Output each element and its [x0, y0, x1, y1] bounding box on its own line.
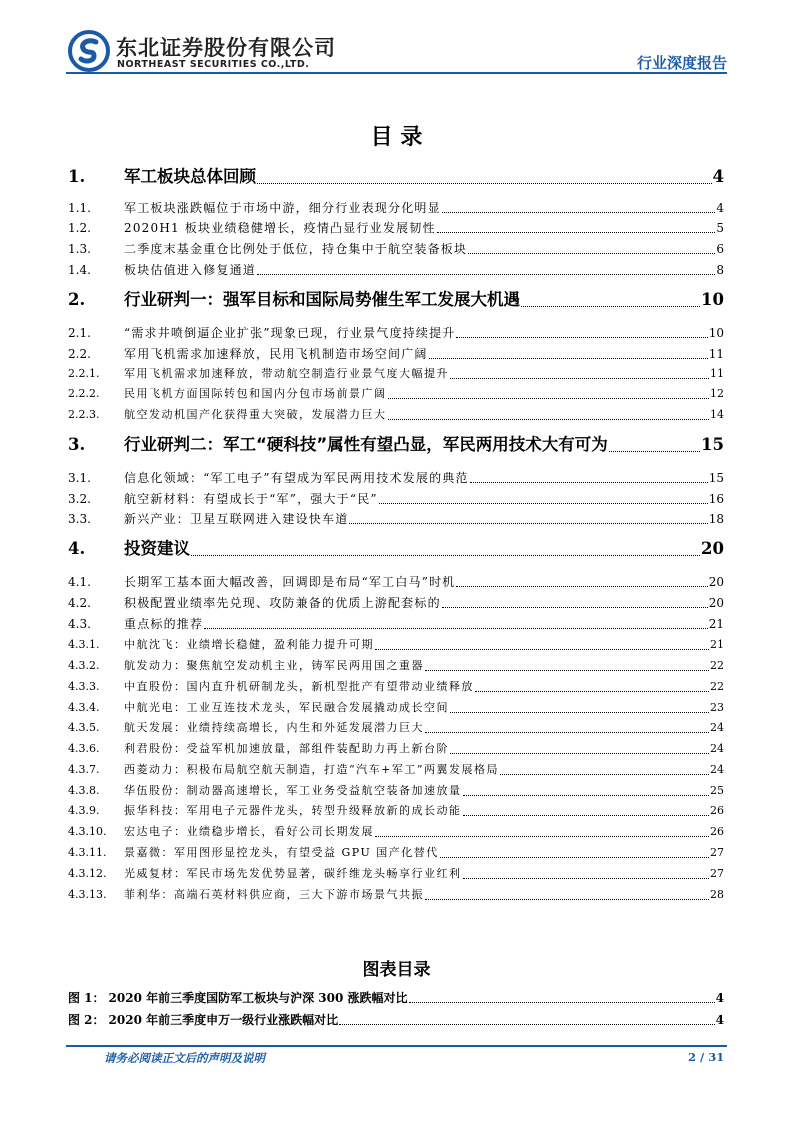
- dot-leader: [500, 773, 709, 775]
- entry-title: 积极配置业绩率先兑现、攻防兼备的优质上游配套标的: [124, 596, 441, 610]
- entry-title: 振华科技：军用电子元器件龙头，转型升级释放新的成长动能: [124, 804, 462, 817]
- entry-title: 民用飞机方面国际转包和国内分包市场前景广阔: [124, 387, 387, 400]
- entry-number: 3.3.: [68, 512, 91, 526]
- entry-number: 4.3.9.: [68, 804, 100, 817]
- entry-number: 1.2.: [68, 221, 91, 235]
- dot-leader: [442, 606, 708, 608]
- entry-title: 板块估值进入修复通道: [124, 263, 257, 277]
- entry-page: 6: [716, 242, 724, 256]
- dot-leader: [463, 814, 710, 816]
- entry-title: 信息化领域：“军工电子”有望成为军民两用技术发展的典范: [124, 471, 469, 485]
- report-type-label: 行业深度报告: [636, 54, 727, 72]
- entry-page: 26: [710, 804, 724, 817]
- entry-title: 航天发展：业绩持续高增长，内生和外延发展潜力巨大: [124, 721, 424, 734]
- toc-entry[interactable]: [68, 489, 724, 509]
- entry-page: 11: [708, 347, 724, 361]
- dot-leader: [456, 585, 707, 587]
- entry-number: 4.3.3.: [68, 680, 100, 693]
- dot-leader: [375, 835, 709, 837]
- entry-title: 军用飞机需求加速释放，带动航空制造行业景气度大幅提升: [124, 367, 449, 380]
- entry-number: 4.3.6.: [68, 742, 100, 755]
- entry-number: 4.2.: [68, 596, 91, 610]
- entry-title: 2020H1 板块业绩稳健增长，疫情凸显行业发展韧性: [124, 221, 436, 235]
- entry-title: 重点标的推荐: [124, 617, 204, 631]
- entry-number: 3.1.: [68, 471, 91, 485]
- entry-page: 4: [716, 201, 724, 215]
- dot-leader: [388, 418, 710, 420]
- entry-page: 20: [708, 575, 724, 589]
- entry-number: 1.: [68, 167, 86, 186]
- toc-entry[interactable]: [68, 433, 724, 457]
- entry-title: 中航光电：工业互连技术龙头，军民融合发展撬动成长空间: [124, 701, 449, 714]
- entry-page: 8: [716, 263, 724, 277]
- entry-title: 航空新材料：有望成长于“军”，强大于“民”: [124, 492, 378, 506]
- entry-title: 行业研判二：军工“硬科技”属性有望凸显，军民两用技术大有可为: [124, 435, 608, 454]
- entry-number: 4.3.12.: [68, 867, 107, 880]
- toc-entry[interactable]: [68, 885, 724, 905]
- toc-entry[interactable]: [68, 468, 724, 488]
- dot-leader: [470, 481, 708, 483]
- entry-page: 4: [715, 991, 724, 1005]
- entry-page: 24: [710, 721, 724, 734]
- dot-leader: [379, 502, 708, 504]
- toc-entry[interactable]: [68, 537, 724, 561]
- entry-number: 4.3.11.: [68, 846, 107, 859]
- toc-entry[interactable]: [68, 260, 724, 280]
- dot-leader: [257, 273, 715, 275]
- entry-number: 图 2：: [68, 1013, 105, 1027]
- dot-leader: [429, 357, 708, 359]
- toc-entry[interactable]: [68, 218, 724, 238]
- dot-leader: [440, 856, 709, 858]
- entry-number: 2.2.2.: [68, 387, 100, 400]
- page-number: 2 / 31: [688, 1050, 725, 1064]
- entry-number: 4.3.8.: [68, 784, 100, 797]
- entry-page: 26: [710, 825, 724, 838]
- footer-divider: [66, 1045, 727, 1047]
- entry-title: 利君股份：受益军机加速放量，部组件装配助力再上新台阶: [124, 742, 449, 755]
- toc-entry[interactable]: [68, 760, 724, 780]
- dot-leader: [450, 711, 709, 713]
- entry-page: 4: [715, 1013, 724, 1027]
- dot-leader: [425, 669, 709, 671]
- company-logo-icon: [68, 30, 110, 72]
- entry-page: 5: [716, 221, 724, 235]
- header-divider: [66, 72, 727, 74]
- entry-number: 4.3.: [68, 617, 91, 631]
- entry-number: 2.: [68, 290, 86, 309]
- entry-title: 中直股份：国内直升机研制龙头，新机型批产有望带动业绩释放: [124, 680, 474, 693]
- entry-page: 27: [710, 846, 724, 859]
- toc-entry[interactable]: [68, 698, 724, 718]
- entry-page: 28: [710, 888, 724, 901]
- entry-number: 1.4.: [68, 263, 91, 277]
- figures-toc-title: 图表目录: [362, 960, 431, 980]
- toc-entry[interactable]: [68, 198, 724, 218]
- dot-leader: [521, 305, 700, 307]
- toc-entry[interactable]: [68, 405, 724, 425]
- dot-leader: [425, 731, 709, 733]
- entry-title: “需求井喷倒逼企业扩张”现象已现，行业景气度持续提升: [124, 326, 456, 340]
- entry-number: 图 1：: [68, 991, 105, 1005]
- entry-number: 4.3.7.: [68, 763, 100, 776]
- entry-title: 菲利华：高端石英材料供应商，三大下游市场景气共振: [124, 888, 424, 901]
- dot-leader: [475, 690, 709, 692]
- toc-entry[interactable]: [68, 509, 724, 529]
- entry-number: 4.3.1.: [68, 638, 100, 651]
- entry-page: 20: [701, 539, 724, 558]
- entry-page: 21: [710, 638, 724, 651]
- dot-leader: [339, 1023, 715, 1025]
- entry-page: 25: [710, 784, 724, 797]
- entry-page: 24: [710, 763, 724, 776]
- dot-leader: [456, 336, 707, 338]
- dot-leader: [409, 1001, 715, 1003]
- entry-page: 22: [710, 659, 724, 672]
- toc-entry[interactable]: [68, 364, 724, 384]
- entry-number: 1.1.: [68, 201, 91, 215]
- toc-entry[interactable]: [68, 323, 724, 343]
- entry-title: 航发动力：聚焦航空发动机主业，铸军民两用国之重器: [124, 659, 424, 672]
- entry-title: 2020 年前三季度国防军工板块与沪深 300 涨跌幅对比: [108, 991, 408, 1005]
- entry-number: 3.2.: [68, 492, 91, 506]
- entry-page: 20: [708, 596, 724, 610]
- toc-entry[interactable]: [68, 344, 724, 364]
- company-name-cn: 东北证券股份有限公司: [116, 36, 336, 60]
- entry-page: 4: [712, 167, 724, 186]
- entry-page: 22: [710, 680, 724, 693]
- toc-entry[interactable]: [68, 822, 724, 842]
- entry-page: 24: [710, 742, 724, 755]
- dot-leader: [349, 522, 707, 524]
- dot-leader: [442, 211, 716, 213]
- entry-number: 2.2.: [68, 347, 91, 361]
- entry-title: 西菱动力：积极布局航空航天制造，打造“汽车+军工”两翼发展格局: [124, 763, 499, 776]
- entry-page: 16: [708, 492, 724, 506]
- dot-leader: [437, 231, 716, 233]
- entry-page: 23: [710, 701, 724, 714]
- entry-title: 长期军工基本面大幅改善，回调即是布局“军工白马”时机: [124, 575, 456, 589]
- entry-title: 军工板块总体回顾: [124, 167, 256, 186]
- entry-title: 2020 年前三季度申万一级行业涨跌幅对比: [108, 1013, 339, 1027]
- entry-title: 行业研判一：强军目标和国际局势催生军工发展大机遇: [124, 290, 520, 309]
- dot-leader: [257, 182, 712, 184]
- entry-page: 15: [701, 435, 724, 454]
- company-name-en: NORTHEAST SECURITIES CO.,LTD.: [117, 59, 310, 70]
- dot-leader: [468, 252, 715, 254]
- entry-title: 投资建议: [124, 539, 190, 558]
- entry-title: 军用飞机需求加速释放，民用飞机制造市场空间广阔: [124, 347, 428, 361]
- entry-page: 15: [708, 471, 724, 485]
- footer-disclaimer: 请务必阅读正文后的声明及说明: [104, 1051, 265, 1065]
- toc-title: 目 录: [370, 125, 423, 150]
- toc-entry[interactable]: [68, 843, 724, 863]
- entry-title: 景嘉微：军用图形显控龙头，有望受益 GPU 国产化替代: [124, 846, 439, 859]
- toc-entry[interactable]: [68, 801, 724, 821]
- entry-number: 1.3.: [68, 242, 91, 256]
- toc-entry[interactable]: [68, 864, 724, 884]
- entry-page: 27: [710, 867, 724, 880]
- entry-number: 4.3.4.: [68, 701, 100, 714]
- toc-entry[interactable]: [68, 288, 724, 312]
- entry-page: 14: [710, 408, 724, 421]
- dot-leader: [388, 397, 710, 399]
- toc-entry[interactable]: [68, 165, 724, 189]
- entry-number: 4.1.: [68, 575, 91, 589]
- toc-entry[interactable]: [68, 384, 724, 404]
- entry-number: 2.2.1.: [68, 367, 100, 380]
- dot-leader: [425, 898, 709, 900]
- toc-entry[interactable]: [68, 656, 724, 676]
- toc-entry[interactable]: [68, 739, 724, 759]
- entry-page: 12: [710, 387, 724, 400]
- dot-leader: [463, 877, 710, 879]
- entry-page: 21: [708, 617, 724, 631]
- toc-entry[interactable]: [68, 614, 724, 634]
- dot-leader: [204, 627, 708, 629]
- entry-title: 光威复材：军民市场先发优势显著，碳纤维龙头畅享行业红利: [124, 867, 462, 880]
- entry-number: 4.3.10.: [68, 825, 107, 838]
- toc-entry[interactable]: [68, 781, 724, 801]
- toc-entry[interactable]: [68, 239, 724, 259]
- entry-page: 10: [701, 290, 724, 309]
- entry-title: 航空发动机国产化获得重大突破，发展潜力巨大: [124, 408, 387, 421]
- entry-title: 中航沈飞：业绩增长稳健，盈利能力提升可期: [124, 638, 374, 651]
- entry-number: 4.3.2.: [68, 659, 100, 672]
- toc-entry[interactable]: [68, 635, 724, 655]
- dot-leader: [191, 554, 700, 556]
- dot-leader: [375, 648, 709, 650]
- entry-number: 4.: [68, 539, 86, 558]
- figure-entry[interactable]: [68, 988, 724, 1008]
- dot-leader: [609, 450, 700, 452]
- entry-title: 新兴产业：卫星互联网进入建设快车道: [124, 512, 349, 526]
- toc-entry[interactable]: [68, 718, 724, 738]
- toc-entry[interactable]: [68, 572, 724, 592]
- entry-number: 3.: [68, 435, 86, 454]
- entry-page: 18: [708, 512, 724, 526]
- entry-title: 华伍股份：制动器高速增长，军工业务受益航空装备加速放量: [124, 784, 462, 797]
- dot-leader: [450, 377, 709, 379]
- entry-number: 4.3.13.: [68, 888, 107, 901]
- entry-title: 宏达电子：业绩稳步增长，看好公司长期发展: [124, 825, 374, 838]
- dot-leader: [463, 794, 710, 796]
- entry-title: 军工板块涨跌幅位于市场中游，细分行业表现分化明显: [124, 201, 441, 215]
- entry-page: 11: [710, 367, 724, 380]
- figure-entry[interactable]: [68, 1010, 724, 1030]
- dot-leader: [450, 752, 709, 754]
- entry-number: 4.3.5.: [68, 721, 100, 734]
- entry-title: 二季度末基金重仓比例处于低位，持仓集中于航空装备板块: [124, 242, 468, 256]
- toc-entry[interactable]: [68, 593, 724, 613]
- entry-number: 2.2.3.: [68, 408, 100, 421]
- toc-entry[interactable]: [68, 677, 724, 697]
- entry-number: 2.1.: [68, 326, 91, 340]
- entry-page: 10: [708, 326, 724, 340]
